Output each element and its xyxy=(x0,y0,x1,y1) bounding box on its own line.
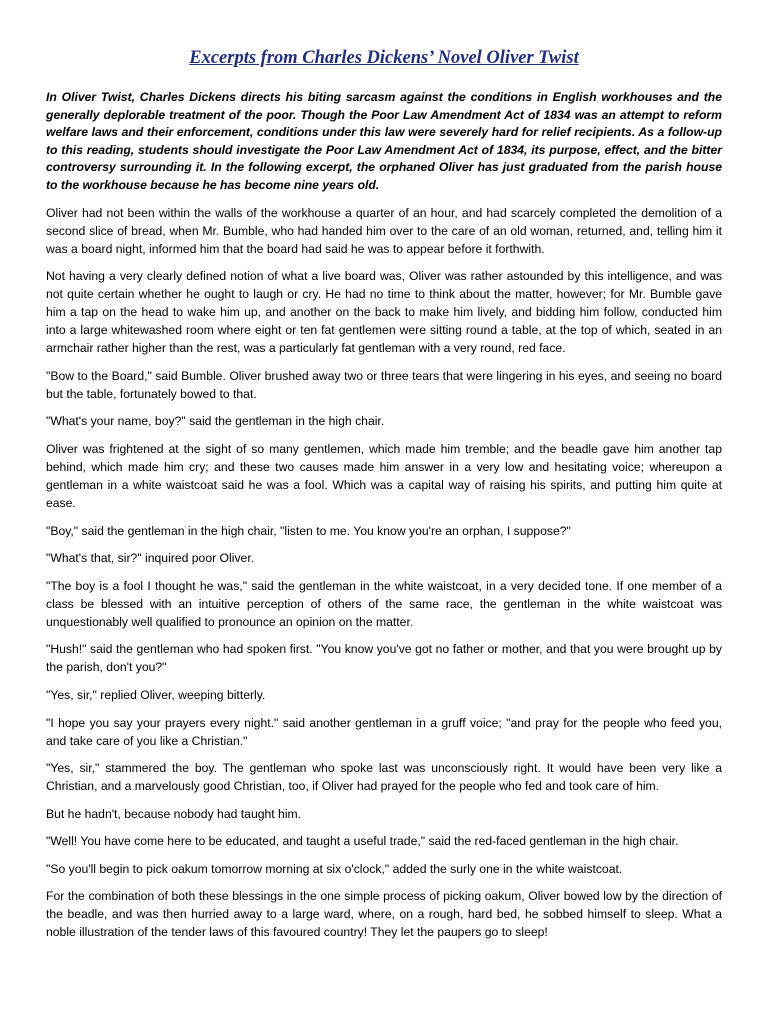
body-paragraph-4: "What's your name, boy?" said the gentleman in the high chair. xyxy=(46,414,385,429)
body-paragraph-1: Oliver had not been within the walls of the workhouse a quarter of an hour, and had scarcely completed the demolition of a second slice of bread, when Mr. Bumble, who had handed him over to the care of an old woman, returned, and, telling him it was a board night, informed him that the board had said he was to appear before it forthwith. xyxy=(46,205,722,256)
body-paragraph-5: Oliver was frightened at the sight of so many gentlemen, which made him tremble; and the beadle gave him another tap behind, which made him cry; and these two causes made him answer in a very low and hesitating voice; whereupon a gentleman in a white waistcoat said he was a fool. Which was a capital way of raising his spirits, and putting him quite at ease. xyxy=(46,441,722,510)
document-title: Excerpts from Charles Dickens’ Novel Oliver Twist xyxy=(189,48,579,68)
body-paragraph-7: "What's that, sir?" inquired poor Oliver. xyxy=(46,551,255,566)
body-paragraph-14: "Well! You have come here to be educated, and taught a useful trade," said the red-faced gentleman in the high chair. xyxy=(46,834,679,849)
document-page xyxy=(46,46,722,951)
body-paragraph-8: "The boy is a fool I thought he was," said the gentleman in the white waistcoat, in a very decided tone. If one member of a class be blessed with an intuitive perception of others of the same race, the gentleman in the white waistcoat was unquestionably well qualified to pronounce an opinion on the matter. xyxy=(46,578,722,629)
body-paragraph-2: Not having a very clearly defined notion of what a live board was, Oliver was rather astounded by this intelligence, and was not quite certain whether he ought to laugh or cry. He had no time to think about the matter, however; for Mr. Bumble gave him a tap on the head to wake him up, and another on the back to make him lively, and bidding him follow, conducted him into a large whitewashed room where eight or ten fat gentlemen were sitting round a table, at the top of which, seated in an armchair rather higher than the rest, was a particularly fat gentleman with a very round, red face. xyxy=(46,269,722,356)
body-paragraph-15: "So you'll begin to pick oakum tomorrow morning at six o'clock," added the surly one in the white waistcoat. xyxy=(46,861,623,876)
body-paragraph-10: "Yes, sir," replied Oliver, weeping bitterly. xyxy=(46,687,266,702)
body-paragraph-9: "Hush!" said the gentleman who had spoken first. "You know you've got no father or mother, and that you were brought up by the parish, don't you?" xyxy=(46,642,722,675)
body-paragraph-12: "Yes, sir," stammered the boy. The gentleman who spoke last was unconsciously right. It would have been very like a Christian, and a marvelously good Christian, too, if Oliver had prayed for the people who fed and took care of him. xyxy=(46,761,722,794)
body-paragraph-3: "Bow to the Board," said Bumble. Oliver brushed away two or three tears that were lingering in his eyes, and seeing no board but the table, fortunately bowed to that. xyxy=(46,368,722,401)
body-paragraph-13: But he hadn't, because nobody had taught him. xyxy=(46,806,302,821)
intro-paragraph: In Oliver Twist, Charles Dickens directs his biting sarcasm against the conditions in English workhouses and the generally deplorable treatment of the poor. Though the Poor Law Amendment Act of 1834 was an attempt to reform welfare laws and their enforcement, conditions under this law were severely hard for relief recipients. As a follow-up to this reading, students should investigate the Poor Law Amendment Act of 1834, its purpose, effect, and the bitter controversy surrounding it. In the following excerpt, the orphaned Oliver has just graduated from the parish house to the workhouse because he has become nine years old. xyxy=(46,90,722,192)
body-paragraph-6: "Boy," said the gentleman in the high chair, "listen to me. You know you're an orphan, I suppose?" xyxy=(46,523,571,538)
body-paragraph-11: "I hope you say your prayers every night." said another gentleman in a gruff voice; "and pray for the people who feed you, and take care of you like a Christian." xyxy=(46,715,722,748)
body-paragraph-16: For the combination of both these blessings in the one simple process of picking oakum, Oliver bowed low by the direction of the beadle, and was then hurried away to a large ward, where, on a rough, hard bed, he sobbed himself to sleep. What a noble illustration of the tender laws of this favoured country! They let the paupers go to sleep! xyxy=(46,889,722,940)
